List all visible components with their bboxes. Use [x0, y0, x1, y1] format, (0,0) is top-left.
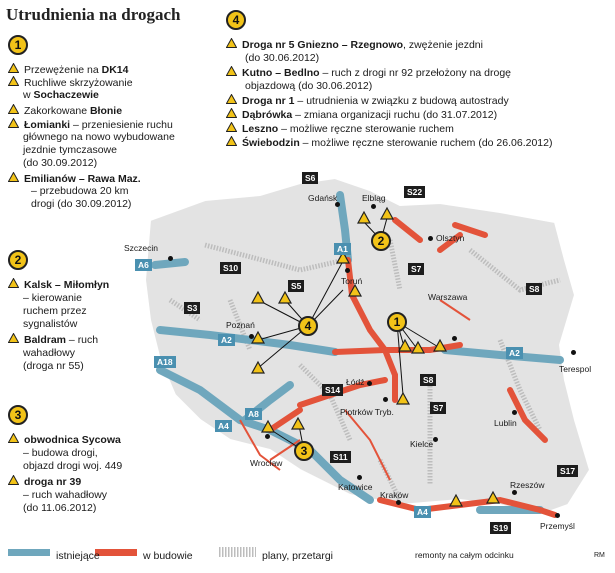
warning-icon [226, 94, 238, 105]
road-badge-s5: S5 [288, 280, 304, 292]
warning-icon [8, 104, 20, 115]
road-badge-a2-east: A2 [506, 347, 523, 359]
warning-icon [226, 136, 238, 147]
g3-item-2c: (do 11.06.2012) [23, 502, 97, 514]
city-wroclaw: Wrocław [250, 458, 283, 468]
warning-icon [8, 118, 20, 129]
g2-item-2: Baldram – ruch [8, 333, 98, 347]
city-dot [345, 268, 350, 273]
g3-item-1: obwodnica Sycowa [8, 433, 121, 447]
g2-item-1c: ruchem przez [23, 305, 87, 317]
city-dot [249, 334, 254, 339]
city-dot [265, 434, 270, 439]
warning-icon [8, 63, 20, 74]
city-dot [512, 490, 517, 495]
road-badge-a4-west: A4 [215, 420, 232, 432]
warning-icon [8, 278, 20, 289]
g1-item-4c: jezdnie tymczasowe [23, 144, 117, 156]
legend-planned: plany, przetargi [262, 550, 334, 562]
road-badge-s10: S10 [220, 262, 241, 274]
city-kielce: Kielce [410, 439, 434, 449]
city-lublin: Lublin [494, 418, 517, 428]
warning-icon [226, 122, 238, 133]
g1-item-5: Emilianów – Rawa Maz. [8, 172, 141, 186]
g2-item-2c: (droga nr 55) [23, 360, 84, 372]
city-rzeszow: Rzeszów [510, 480, 545, 490]
legend-existing-swatch [8, 549, 50, 556]
g2-item-1b: – kierowanie [23, 292, 82, 304]
group-1-marker: 1 [8, 35, 28, 55]
city-gdansk: Gdańsk [308, 193, 338, 203]
g1-item-4b: głównego na nowo wybudowane [23, 131, 175, 143]
group-4-marker: 4 [226, 10, 246, 30]
city-terespol: Terespol [559, 364, 592, 374]
warning-icon [226, 66, 238, 77]
warning-icon [8, 475, 20, 486]
g4-item-2b: objazdową (do 30.06.2012) [245, 80, 373, 92]
city-dot [383, 397, 388, 402]
city-dot [571, 350, 576, 355]
road-badge-a6: A6 [135, 259, 152, 271]
city-dot [168, 256, 173, 261]
page-title: Utrudnienia na drogach [6, 5, 181, 24]
road-badge-s14: S14 [322, 384, 343, 396]
road-badge-s7-north: S7 [408, 263, 424, 275]
warning-icon [8, 172, 20, 183]
map-marker-1: 1 [387, 312, 407, 332]
warning-icon [8, 76, 20, 87]
city-torun: Toruń [341, 276, 363, 286]
g4-item-3: Droga nr 1 – utrudnienia w związku z budową autostrady [226, 94, 509, 108]
city-dot [428, 236, 433, 241]
city-lodz: Łódź [346, 377, 365, 387]
road-badge-a4-east: A4 [414, 506, 431, 518]
map-marker-2: 2 [371, 231, 391, 251]
road-badge-s11: S11 [330, 451, 351, 463]
g3-item-1b: – budowa drogi, [23, 447, 98, 459]
g1-item-4: Łomianki – przeniesienie ruchu [8, 118, 173, 132]
poland-outline [145, 178, 590, 515]
g1-item-1: Przewężenie na DK14 [8, 63, 129, 77]
road-badge-a1: A1 [334, 243, 351, 255]
road-badge-s8-east: S8 [526, 283, 542, 295]
g3-item-1c: objazd drogi woj. 449 [23, 460, 123, 472]
road-badge-s3: S3 [184, 302, 200, 314]
city-katowice: Katowice [338, 482, 373, 492]
city-dot [396, 500, 401, 505]
map-marker-3: 3 [294, 441, 314, 461]
city-piotrkow: Piotrków Tryb. [340, 407, 394, 417]
road-badge-s7-south: S7 [430, 402, 446, 414]
g3-item-2: droga nr 39 [8, 475, 81, 489]
credit: RM [594, 552, 605, 559]
g4-item-1b: (do 30.06.2012) [245, 52, 320, 64]
g1-item-2: Ruchliwe skrzyżowanie [8, 76, 133, 90]
g2-item-1d: sygnalistów [23, 318, 78, 330]
road-badge-a18: A18 [154, 356, 176, 368]
group-3-marker: 3 [8, 405, 28, 425]
legend-building: w budowie [143, 550, 193, 562]
g1-item-3: Zakorkowane Błonie [8, 104, 122, 118]
city-dot [512, 410, 517, 415]
legend-existing: istniejące [56, 550, 100, 562]
g4-item-2: Kutno – Bedlno – ruch z drogi nr 92 przełożony na drogę [226, 66, 511, 80]
note-remonty: remonty na całym odcinku [415, 550, 514, 560]
road-badge-s17: S17 [557, 465, 578, 477]
city-dot [452, 336, 457, 341]
city-poznan: Poznań [226, 320, 255, 330]
city-dot [555, 513, 560, 518]
city-dot [357, 475, 362, 480]
warning-icon [8, 333, 20, 344]
warning-icon [8, 433, 20, 444]
road-badge-a8: A8 [245, 408, 262, 420]
road-badge-s6: S6 [302, 172, 318, 184]
city-krakow: Kraków [380, 490, 409, 500]
g4-item-4: Dąbrówka – zmiana organizacji ruchu (do 31.07.2012) [226, 108, 497, 122]
legend-building-swatch [95, 549, 137, 556]
map-marker-4: 4 [298, 316, 318, 336]
g4-item-6: Świebodzin – możliwe ręczne sterowanie ruchem (do 26.06.2012) [226, 136, 552, 150]
city-dot [433, 437, 438, 442]
g1-item-5b: – przebudowa 20 km [31, 185, 129, 197]
road-badge-s22: S22 [404, 186, 425, 198]
city-dot [371, 204, 376, 209]
g4-item-5: Leszno – możliwe ręczne sterowanie ruchem [226, 122, 454, 136]
g1-item-4d: (do 30.09.2012) [23, 157, 98, 169]
road-badge-s19: S19 [490, 522, 511, 534]
g1-item-2b: w Sochaczewie [23, 89, 99, 101]
g1-item-5c: drogi (do 30.09.2012) [31, 198, 132, 210]
group-2-marker: 2 [8, 250, 28, 270]
city-olsztyn: Olsztyn [436, 233, 465, 243]
g4-item-1: Droga nr 5 Gniezno – Rzegnowo, zwężenie jezdni [226, 38, 483, 52]
warning-icon [226, 108, 238, 119]
legend-planned-swatch [218, 547, 256, 557]
city-dot [367, 381, 372, 386]
city-szczecin: Szczecin [124, 243, 159, 253]
g2-item-1: Kalsk – Miłomłyn [8, 278, 109, 292]
road-badge-s8-south: S8 [420, 374, 436, 386]
city-przemysl: Przemyśl [540, 521, 575, 531]
warning-icon [226, 38, 238, 49]
city-elblag: Elbląg [362, 193, 386, 203]
g3-item-2b: – ruch wahadłowy [23, 489, 108, 501]
road-badge-a2-west: A2 [218, 334, 235, 346]
g2-item-2b: wahadłowy [23, 347, 75, 359]
city-warszawa: Warszawa [428, 292, 468, 302]
